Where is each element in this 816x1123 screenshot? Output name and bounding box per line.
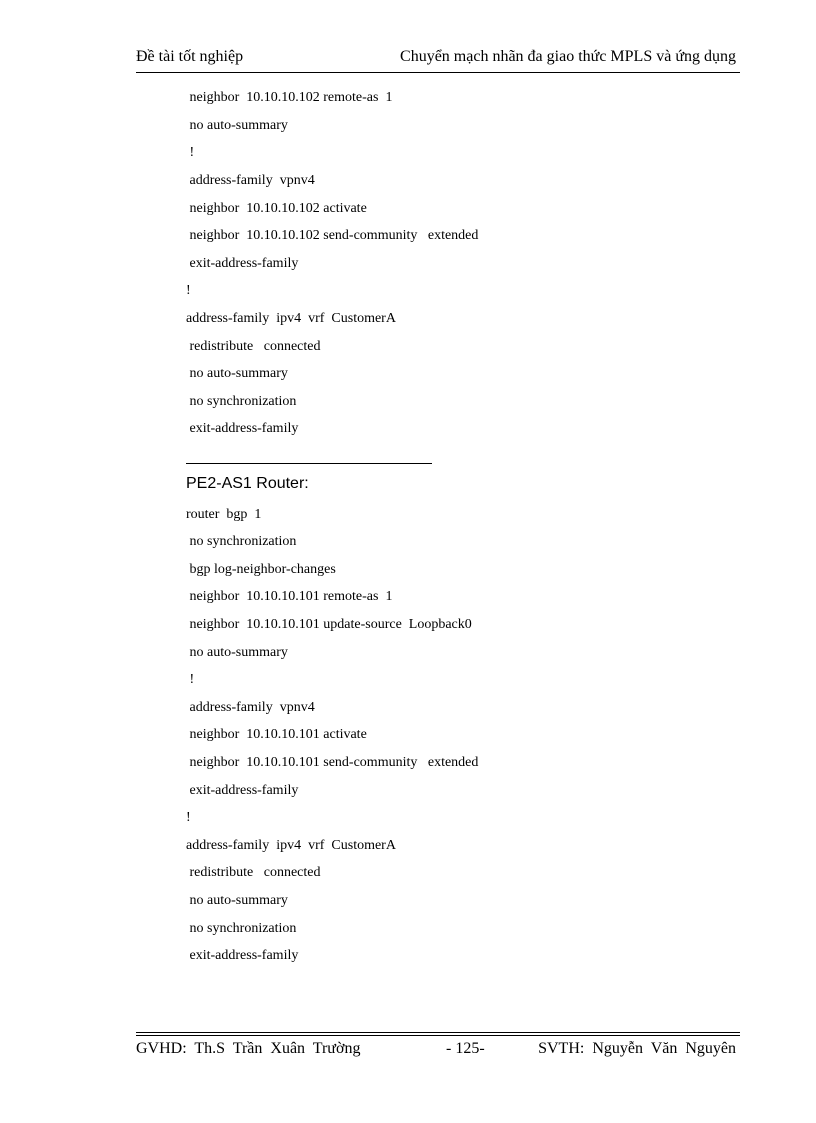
config-line: no auto-summary <box>186 118 288 133</box>
config-line: address-family ipv4 vrf CustomerA <box>186 311 396 326</box>
config-line: no auto-summary <box>186 645 288 660</box>
footer-divider <box>136 1032 740 1033</box>
config-line: no synchronization <box>186 534 297 549</box>
config-line: ! <box>186 283 191 298</box>
section-separator <box>186 463 432 464</box>
page-footer <box>136 1040 740 1062</box>
header-document-title: Chuyển mạch nhãn đa giao thức MPLS và ứng dụng <box>400 48 736 65</box>
footer-student: SVTH: Nguyễn Văn Nguyên <box>538 1040 736 1057</box>
config-line: bgp log-neighbor-changes <box>186 562 336 577</box>
config-line: exit-address-family <box>186 256 299 271</box>
footer-page-number: - 125- <box>446 1040 485 1057</box>
config-line: exit-address-family <box>186 783 299 798</box>
section-title: PE2-AS1 Router: <box>186 475 309 492</box>
config-line: neighbor 10.10.10.102 activate <box>186 201 367 216</box>
config-line: no synchronization <box>186 394 297 409</box>
config-line: address-family vpnv4 <box>186 173 315 188</box>
config-line: neighbor 10.10.10.101 send-community extended <box>186 755 479 770</box>
config-line: neighbor 10.10.10.101 update-source Loopback0 <box>186 617 472 632</box>
config-line: router bgp 1 <box>186 507 262 522</box>
config-line: ! <box>186 145 195 160</box>
config-line: redistribute connected <box>186 865 321 880</box>
config-line: neighbor 10.10.10.102 send-community extended <box>186 228 479 243</box>
config-line: no auto-summary <box>186 893 288 908</box>
header-thesis-label: Đề tài tốt nghiệp <box>136 48 244 65</box>
config-line: no auto-summary <box>186 366 288 381</box>
config-line: ! <box>186 672 195 687</box>
config-line: neighbor 10.10.10.101 activate <box>186 727 367 742</box>
config-line: neighbor 10.10.10.101 remote-as 1 <box>186 589 393 604</box>
footer-divider <box>136 1035 740 1036</box>
config-line: ! <box>186 810 191 825</box>
footer-advisor: GVHD: Th.S Trần Xuân Trường <box>136 1040 361 1057</box>
config-line: exit-address-family <box>186 421 299 436</box>
config-line: neighbor 10.10.10.102 remote-as 1 <box>186 90 393 105</box>
config-line: address-family vpnv4 <box>186 700 315 715</box>
config-line: no synchronization <box>186 921 297 936</box>
config-line: redistribute connected <box>186 339 321 354</box>
config-line: address-family ipv4 vrf CustomerA <box>186 838 396 853</box>
config-line: exit-address-family <box>186 948 299 963</box>
